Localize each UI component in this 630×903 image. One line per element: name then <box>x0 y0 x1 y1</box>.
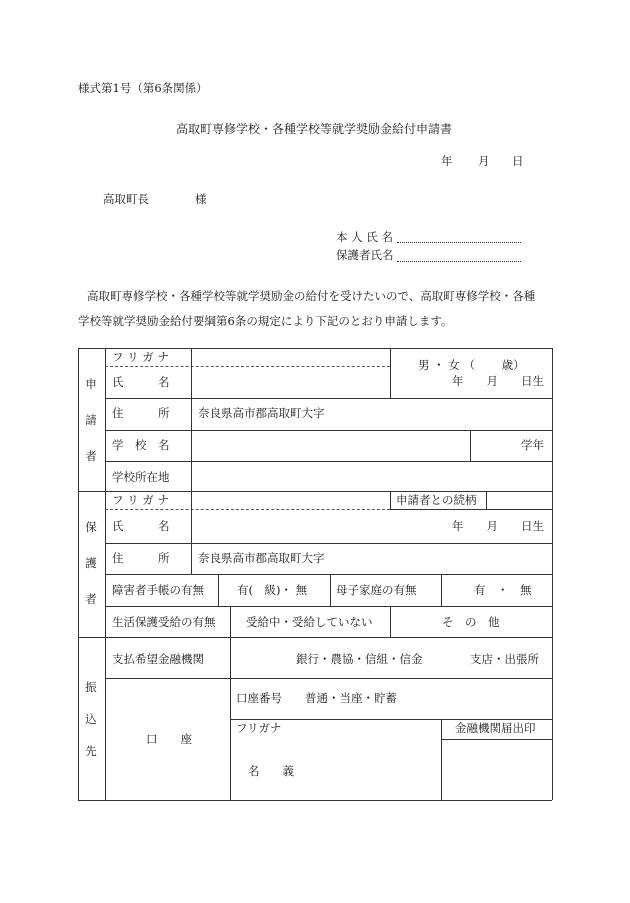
single-parent-label: 母子家庭の有無 <box>336 583 417 597</box>
addressee-suffix: 様 <box>195 192 207 206</box>
account-furigana-label: フリガナ <box>236 721 282 735</box>
guardian-name-label: 氏 名 <box>112 519 170 533</box>
applicant-address-label: 住 所 <box>112 406 170 420</box>
applicant-gender-age[interactable]: 男 ・ 女 （ 歳） <box>418 358 525 372</box>
applicant-grade-label: 学年 <box>521 438 544 452</box>
guardian-address-value[interactable]: 奈良県高市郡高取町大字 <box>198 551 325 565</box>
welfare-options[interactable]: 受給中・受給していない <box>246 615 373 629</box>
welfare-label: 生活保護受給の有無 <box>112 615 216 629</box>
bank-seal-label: 金融機関届出印 <box>455 721 536 735</box>
single-parent-options[interactable]: 有 ・ 無 <box>474 583 532 597</box>
addressee: 高取町長 <box>103 192 149 206</box>
account-holder-label: 名 義 <box>248 764 294 778</box>
date-month: 月 <box>478 154 490 168</box>
guardian-address-label: 住 所 <box>112 551 170 565</box>
form-title: 高取町専修学校・各種学校等就学奨励金給付申請書 <box>176 122 453 136</box>
applicant-address-value[interactable]: 奈良県高市郡高取町大字 <box>198 406 325 420</box>
applicant-school-location-label: 学校所在地 <box>112 470 170 484</box>
branch-type-options[interactable]: 支店・出張所 <box>470 652 539 666</box>
applicant-school-label: 学 校 名 <box>112 438 170 452</box>
guardian-relation-label: 申請者との続柄 <box>396 493 477 507</box>
intro-line-1: 高取町専修学校・各種学校等就学奨励金の給付を受けたいので、高取町専修学校・各種 <box>87 289 536 303</box>
applicant-birthdate[interactable]: 年 月 日生 <box>452 374 544 388</box>
account-label: 口 座 <box>146 732 192 746</box>
account-number-field[interactable]: 口座番号 普通・当座・貯蓄 <box>236 691 397 705</box>
welfare-other[interactable]: そ の 他 <box>442 615 500 629</box>
applicant-signature-label: 本 人 氏 名 <box>336 230 393 244</box>
guardian-signature-label: 保護者氏名 <box>336 248 394 262</box>
guardian-birthdate[interactable]: 年 月 日生 <box>452 519 544 533</box>
form-number: 様式第1号（第6条関係） <box>78 81 208 95</box>
guardian-furigana-label: フ リ ガ ナ <box>112 493 169 507</box>
date-year: 年 <box>441 154 453 168</box>
disability-card-options[interactable]: 有( 級)・ 無 <box>237 583 308 597</box>
intro-line-2: 学校等就学奨励金給付要綱第6条の規定により下記のとおり申請します。 <box>78 314 453 328</box>
applicant-signature-line[interactable] <box>397 242 521 243</box>
date-day: 日 <box>512 154 524 168</box>
applicant-name-label: 氏 名 <box>112 375 170 389</box>
disability-card-label: 障害者手帳の有無 <box>112 583 204 597</box>
guardian-signature-line[interactable] <box>397 261 521 262</box>
bank-type-options[interactable]: 銀行・農協・信組・信金 <box>296 652 423 666</box>
applicant-furigana-label: フ リ ガ ナ <box>112 350 169 364</box>
bank-label: 支払希望金融機関 <box>112 652 204 666</box>
